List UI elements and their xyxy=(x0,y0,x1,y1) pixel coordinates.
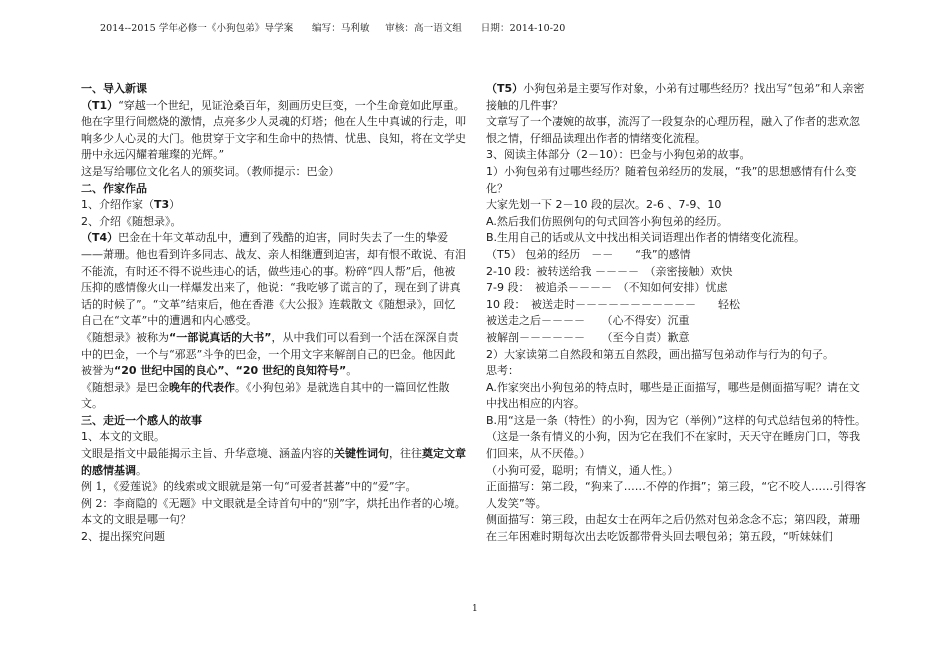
document-header xyxy=(100,20,565,34)
example-2: 例 2：李商隐的《无题》中文眼就是全诗首句中的“别”字，烘托出作者的心境。 xyxy=(81,496,466,510)
wenyan-definition: 文眼是指文中最能揭示主旨、升华意境、涵盖内容的关键性词句，往往奠定文章的感情基调。 xyxy=(81,447,466,477)
think-label: 思考： xyxy=(486,364,519,378)
wenyan-question: 本文的文眼是哪一句？ xyxy=(81,513,191,527)
left-column xyxy=(81,81,466,546)
layers-note: 大家先划一下 2－10 段的层次。2-6 、7-9、10 xyxy=(486,198,722,212)
example-1: 例 1，《爱莲说》的线索或文眼就是第一句“可爱者甚蕃”中的“爱”字。 xyxy=(81,480,417,494)
emotion-table-head: （T5） 包弟的经历 －－ “我”的感情 xyxy=(486,247,691,261)
section-2-heading: 二、作家作品 xyxy=(81,181,147,195)
page-number: 1 xyxy=(472,604,478,614)
story-paragraph: 文章写了一个凄婉的故事，流泻了一段复杂的心理历程，融入了作者的悲欢忽恨之情，仔细品读理出作者的情绪变化流程。 xyxy=(486,115,860,145)
intro-question: 这是写给哪位文化名人的颁奖词。（教师提示：巴金） xyxy=(81,164,340,178)
bajin-paragraph: （T4）巴金在十年文革动乱中，遭到了残酷的迫害，同时失去了一生的挚爱——萧珊。他也看到许多同志、战友、亲人相继遭到迫害，却有恨不敢说、有泪不能流，有时还不得不说些违心的话，做些违心的事。粉碎“四人帮”后，他被压抑的感情像火山一样爆发出来了，他说：“我吃够了谎言的了，现在到了讲真话的时候了”。“文革”结束后，他在香港《大公报》连载散文《随想录》，回忆自己在“文革”中的遭遇和内心感受。 xyxy=(81,231,466,328)
intro-paragraph: （T1）“穿越一个世纪，见证沧桑百年，刻画历史巨变，一个生命竟如此厚重。他在字里行间燃烧的激情，点亮多少人灵魂的灯塔；他在人生中真诚的行走，叩响多少人心灵的大门。他贯穿于文字和生命中的热情、忧患、良知，将在文学史册中永远闪耀着璀璨的光辉。” xyxy=(81,98,466,162)
instruction-a: A.然后我们仿照例句的句式回答小狗包弟的经历。 xyxy=(486,214,728,228)
section-3-heading: 三、走近一个感人的故事 xyxy=(81,413,202,427)
answer-2: （小狗可爱，聪明；有情义，通人性。） xyxy=(486,463,679,477)
instruction-b: B.生用自己的话或从文中找出相关词语理出作者的情绪变化流程。 xyxy=(486,231,806,245)
item-author: 1、介绍作家（T3） xyxy=(81,198,181,212)
representative-work: 《随想录》是巴金晚年的代表作。《小狗包弟》是就选自其中的一篇回忆性散文。 xyxy=(81,380,450,411)
emotion-row: 10 段： 被送走时－－－－－－－－－－－ 轻松 xyxy=(486,297,740,311)
t5-question: （T5）小狗包弟是主要写作对象，小弟有过哪些经历？找出写“包弟”和人亲密接触的几件事？ xyxy=(486,82,865,112)
think-a: A.作家突出小狗包弟的特点时，哪些是正面描写，哪些是侧面描写呢？请在文中找出相应的内容。 xyxy=(486,380,860,411)
course-title: 2014--2015 学年必修一《小狗包弟》导学案 xyxy=(100,23,294,34)
emotion-row: 被送走之后－－－－ （心不得安）沉重 xyxy=(486,314,690,328)
date: 日期：2014-10-20 xyxy=(480,23,566,34)
reviewer: 审核：高一语文组 xyxy=(385,23,463,34)
think-b: B.用“这是一条（特性）的小狗，因为它（举例）”这样的句式总结包弟的特性。 xyxy=(486,413,866,427)
question-2: 2）大家读第二自然段和第五自然段，画出描写包弟动作与行为的句子。 xyxy=(486,347,834,361)
direct-description: 正面描写：第二段，“狗来了……不停的作揖”；第三段，“它不咬人……引得客人发笑”等。 xyxy=(486,480,867,510)
editor: 编写：马利敏 xyxy=(312,23,370,34)
emotion-row: 7-9 段： 被追杀－－－－ （不知如何安排）忧虑 xyxy=(486,281,728,295)
emotion-row: 2-10 段：被转送给我 －－－－ （亲密接触）欢快 xyxy=(486,264,733,278)
item-questions: 2、提出探究问题 xyxy=(81,530,165,544)
emotion-row: 被解剖－－－－－－ （至今自责）歉意 xyxy=(486,330,690,344)
item-suixianglu: 2、介绍《随想录》。 xyxy=(81,214,182,228)
indirect-description: 侧面描写：第三段，由起女士在两年之后仍然对包弟念念不忘；第四段，萧珊在三年困难时期每次出去吃饭都带骨头回去喂包弟；第五段，“听妹妹们 xyxy=(486,513,860,544)
right-column xyxy=(486,81,870,546)
item-wenyan: 1、本文的文眼。 xyxy=(81,430,165,444)
section-1-heading: 一、导入新课 xyxy=(81,82,147,95)
question-1: 1）小狗包弟有过哪些经历？随着包弟经历的发展，“我”的思想感情有什么变化？ xyxy=(486,164,857,195)
reading-task: 3、阅读主体部分（2－10）：巴金与小狗包弟的故事。 xyxy=(486,148,751,162)
suixianglu-paragraph: 《随想录》被称为“一部说真话的大书”，从中我们可以看到一个活在深深自责中的巴金，一个与“邪恶”斗争的巴金，一个用文字来解剖自己的巴金。他因此被誉为“20 世纪中国的良心”、“20 世纪的良知符号”。 xyxy=(81,330,459,378)
answer-1: （这是一条有情义的小狗，因为它在我们不在家时，天天守在睡房门口，等我们回来，从不厌倦。） xyxy=(486,430,860,461)
